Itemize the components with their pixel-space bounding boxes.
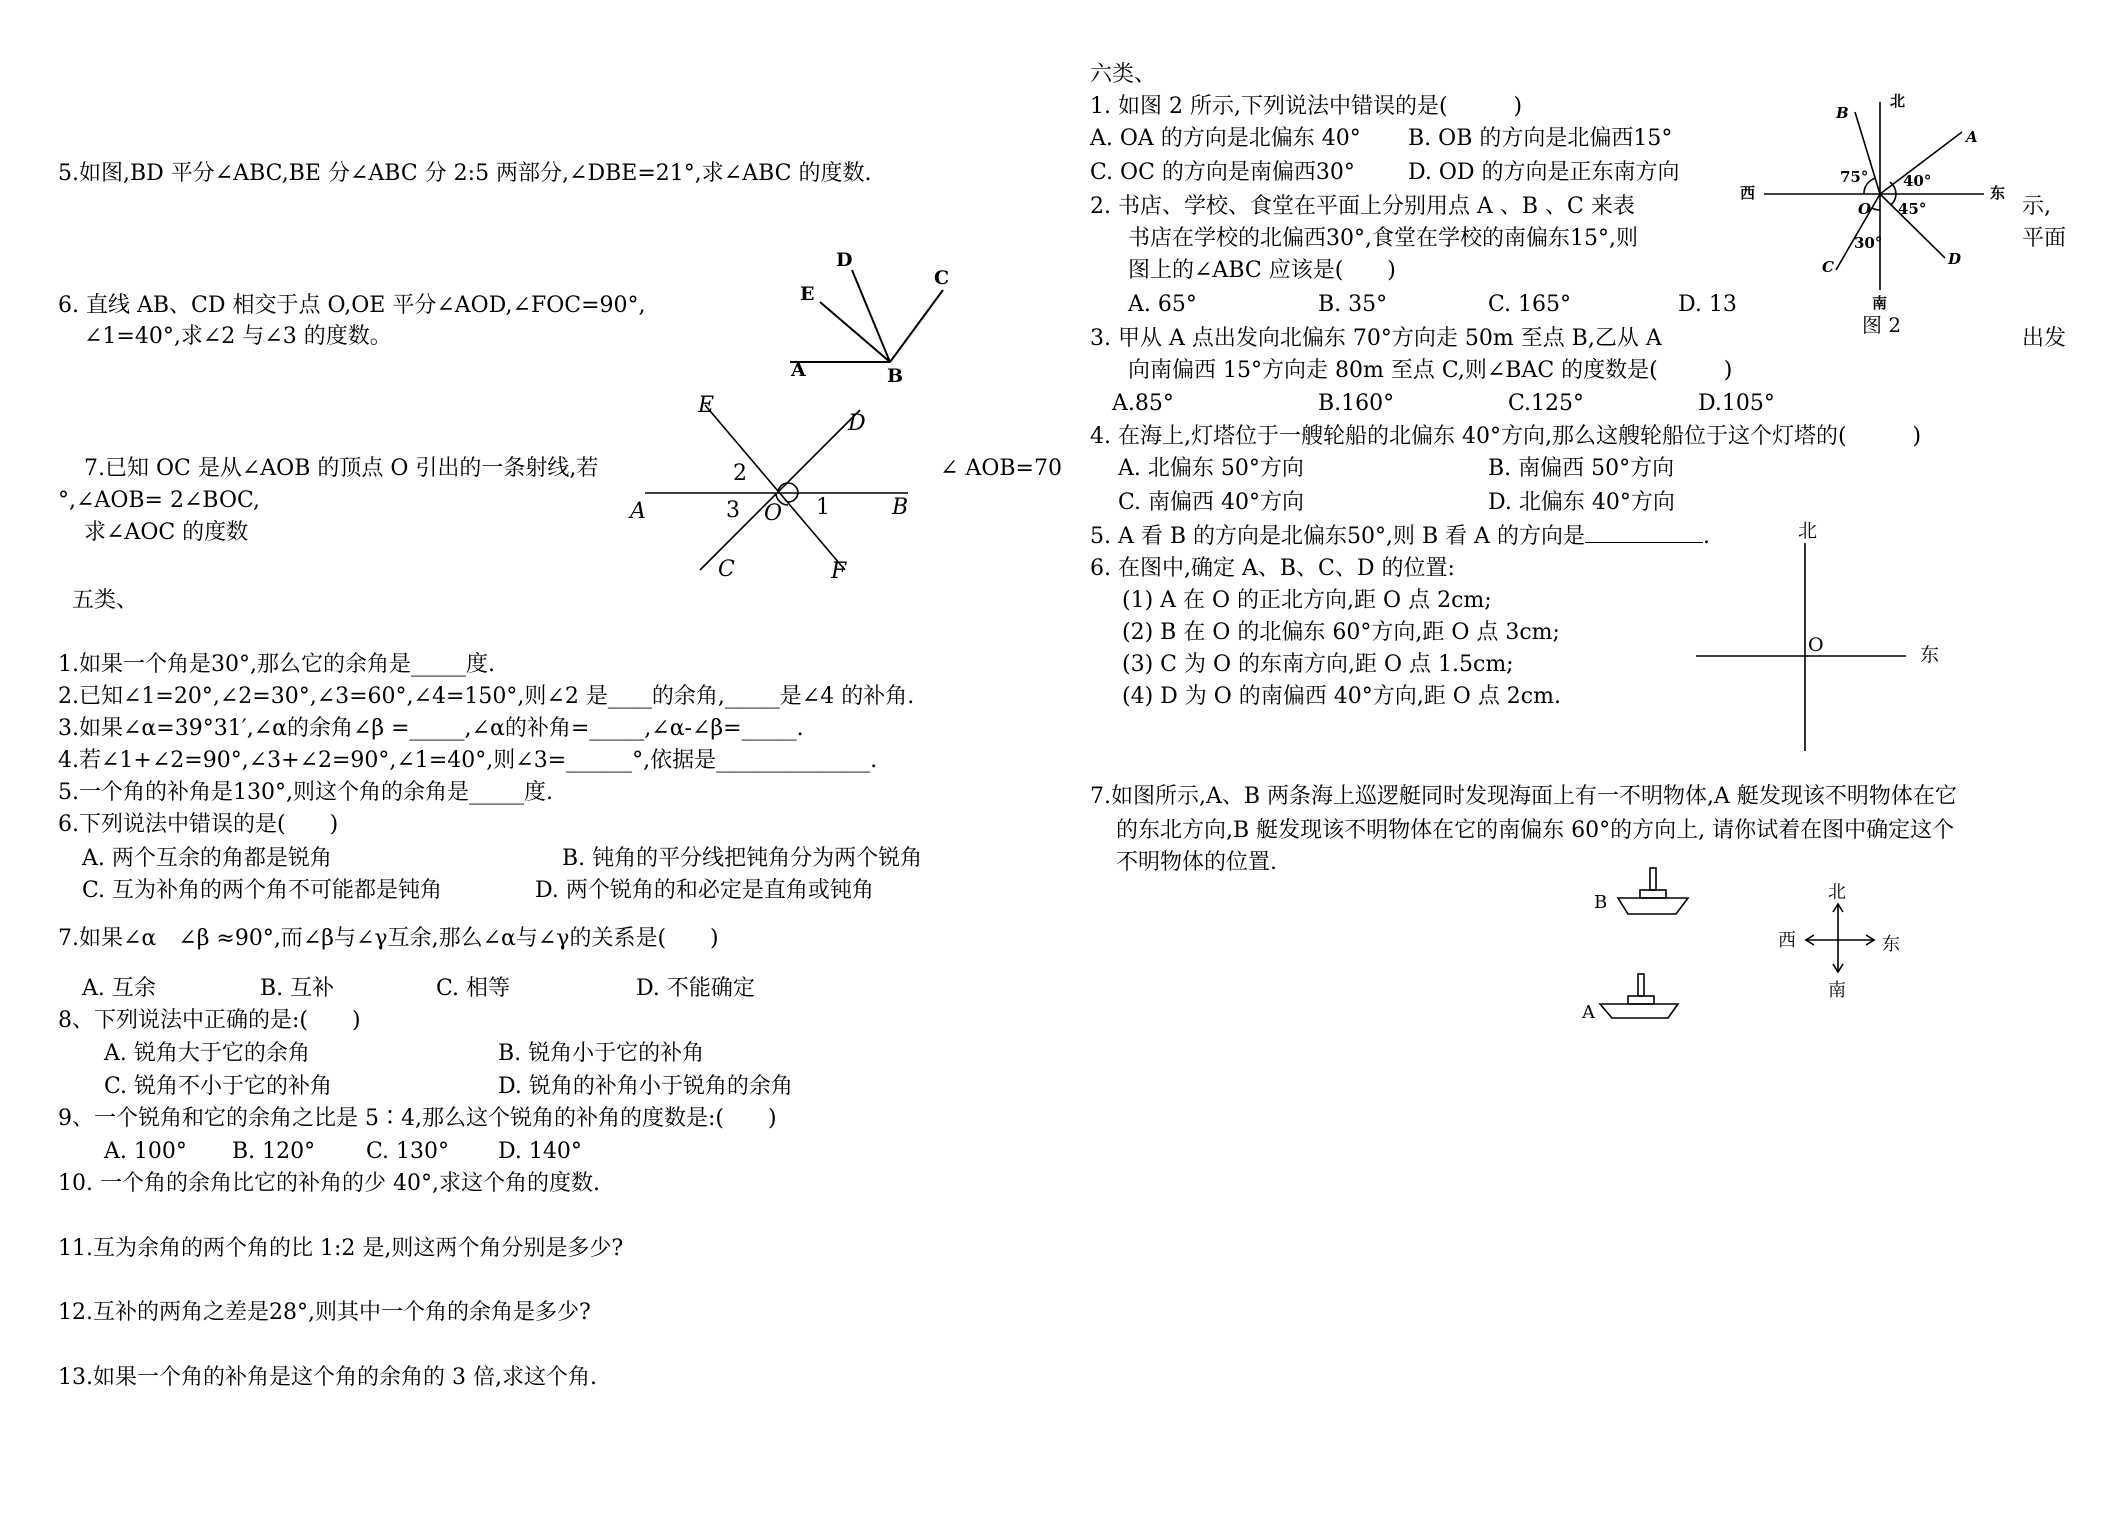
fig-label: B [887,365,904,387]
option: C. 130° [366,1139,450,1164]
fig-label: A [791,359,806,381]
fig-label: C [1822,258,1834,276]
fig-label: 45° [1898,200,1927,218]
r-q7-line: 的东北方向,B 艇发现该不明物体在它的南偏东 60°的方向上, 请你试着在图中确定这个 [1116,818,1955,843]
option: A. 北偏东 50°方向 [1118,456,1304,481]
s5-line: 3.如果∠α=39°31′,∠α的余角∠β =_____,∠α的补角=_____,∠α-∠β=_____. [58,716,804,741]
figure-2-caption: 图 2 [1862,313,1902,337]
s5-q8: 8、下列说法中正确的是:( ) [58,1008,361,1033]
s5-line: 5.一个角的补角是130°,则这个角的余角是_____度. [58,780,553,805]
compass-figure-2 [1740,90,2020,340]
r-q7-line: 不明物体的位置. [1116,850,1277,875]
option: B. OB 的方向是北偏西15° [1408,126,1673,151]
fig-label: D [848,411,866,436]
fig-label: 北 [1828,882,1846,903]
option: C. 互为补角的两个角不可能都是钝角 [82,878,443,903]
left-q7-line2: °,∠AOB= 2∠BOC, [58,488,261,513]
s5-line: 2.已知∠1=20°,∠2=30°,∠3=60°,∠4=150°,则∠2 是____的余角,_____是∠4 的补角. [58,684,915,709]
fig-label: 30° [1854,234,1883,252]
fig-label: 北 [1890,92,1906,110]
boat-b-mast [1650,868,1656,890]
r-q5-text: 5. A 看 B 的方向是北偏东50°,则 B 看 A 的方向是 [1090,524,1586,549]
left-q7-line1: 7.已知 OC 是从∠AOB 的顶点 O 引出的一条射线,若 [84,456,599,481]
s5-q12: 12.互补的两角之差是28°,则其中一个角的余角是多少? [58,1300,591,1325]
intersecting-lines-figure [630,390,930,590]
r-q3-line2: 向南偏西 15°方向走 80m 至点 C,则∠BAC 的度数是( ) [1128,358,1733,383]
fig-label: 南 [1872,294,1888,312]
r-q7-line: 7.如图所示,A、B 两条海上巡逻艇同时发现海面上有一不明物体,A 艇发现该不明物体在它 [1090,784,1957,809]
r-q6-line: (2) B 在 O 的北偏东 60°方向,距 O 点 3cm; [1122,620,1560,645]
option: A. 65° [1128,292,1197,317]
fig-label: D [836,249,853,271]
r-q6-line: (1) A 在 O 的正北方向,距 O 点 2cm; [1122,588,1492,613]
r-q6-line: 6. 在图中,确定 A、B、C、D 的位置: [1090,556,1455,581]
fig-label: 西 [1740,184,1756,202]
section5-title: 五类、 [72,588,139,613]
fig-label: 东 [1882,934,1900,955]
answer-blank[interactable] [1585,524,1703,543]
fig-label: 东 [1990,184,2006,202]
r-q5 [1090,524,1710,548]
boat-a-hull [1600,1004,1678,1018]
fig-label: 东 [1920,644,1940,666]
option: D. 140° [498,1139,582,1164]
option: C. 165° [1488,292,1572,317]
boat-b-hull [1618,898,1688,914]
option: D. OD 的方向是正东南方向 [1408,160,1680,185]
fig-label: A [630,499,646,524]
option: C. 南偏西 40°方向 [1118,490,1305,515]
r-q3-line1: 3. 甲从 A 点出发向北偏东 70°方向走 50m 至点 B,乙从 A [1090,326,1662,351]
s5-q7: 7.如果∠α ∠β ≈90°,而∠β与∠γ互余,那么∠α与∠γ的关系是( ) [58,926,719,951]
option: A.85° [1112,391,1174,416]
option: B.160° [1318,391,1395,416]
coordinate-cross-figure [1690,515,1960,755]
fig-label: F [831,559,847,584]
option: A. 互余 [82,976,156,1001]
option: D. 北偏东 40°方向 [1488,490,1675,515]
fig-label: C [934,267,950,289]
r-q1: 1. 如图 2 所示,下列说法中错误的是( ) [1090,94,1523,119]
fig-label: D [1948,250,1962,268]
r-q2-line2-tail: 平面 [2022,226,2067,251]
option: B. 互补 [260,976,335,1001]
s5-q11: 11.互为余角的两个角的比 1:2 是,则这两个角分别是多少? [58,1236,624,1261]
fig-label: O [1808,634,1824,656]
option: A. 锐角大于它的余角 [104,1041,310,1066]
r-q2-line3: 图上的∠ABC 应该是( ) [1128,258,1396,283]
left-q5: 5.如图,BD 平分∠ABC,BE 分∠ABC 分 2:5 两部分,∠DBE=21°,求∠ABC 的度数. [58,161,872,186]
option: D. 两个锐角的和必定是直角或钝角 [535,878,874,903]
option: A. 100° [104,1139,187,1164]
fig-label: 40° [1903,172,1932,190]
option: D. 不能确定 [636,976,755,1001]
fig-label: 3 [726,498,740,523]
option: D.105° [1698,391,1775,416]
option: D. 13 [1678,292,1737,317]
r-q2-line2: 书店在学校的北偏西30°,食堂在学校的南偏东15°,则 [1128,226,1638,251]
fig-label: 南 [1828,980,1846,1001]
fig-label: E [800,283,815,305]
s5-line: 4.若∠1+∠2=90°,∠3+∠2=90°,∠1=40°,则∠3=______°,依据是______________. [58,748,878,773]
boats-figure [1570,862,1930,1032]
r-q6-line: (4) D 为 O 的南偏西 40°方向,距 O 点 2cm. [1122,684,1561,709]
r-q4: 4. 在海上,灯塔位于一艘轮船的北偏东 40°方向,那么这艘轮船位于这个灯塔的( ) [1090,424,1922,449]
option: B. 35° [1318,292,1388,317]
option: B. 钝角的平分线把钝角分为两个锐角 [562,846,923,871]
fig-label: B [1594,892,1608,913]
option: B. 锐角小于它的补角 [498,1041,705,1066]
option: A. 两个互余的角都是锐角 [82,846,332,871]
left-q7-line1-tail: ∠ AOB=70 [940,456,1062,481]
s5-line: 1.如果一个角是30°,那么它的余角是_____度. [58,652,495,677]
fig-label: 2 [733,461,747,486]
fig-label: C [718,557,735,582]
fig-label: 西 [1778,930,1796,951]
s5-q13: 13.如果一个角的补角是这个角的余角的 3 倍,求这个角. [58,1365,597,1390]
option: B. 120° [232,1139,316,1164]
option: C. OC 的方向是南偏西30° [1090,160,1355,185]
r-q5-end: . [1703,524,1711,549]
section6-title: 六类、 [1090,62,1157,87]
r-q2-line1-tail: 示, [2022,194,2051,219]
left-q6-line2: ∠1=40°,求∠2 与∠3 的度数。 [84,324,392,349]
option: C.125° [1508,391,1585,416]
option: C. 相等 [436,976,511,1001]
fig-label: 1 [816,495,830,520]
fig-label: B [1836,104,1849,122]
r-q3-line1-tail: 出发 [2022,326,2067,351]
r-q2-line1: 2. 书店、学校、食堂在平面上分别用点 A 、B 、C 来表 [1090,194,1635,219]
left-q7-line3: 求∠AOC 的度数 [84,520,249,545]
fig-label: A [1966,128,1978,146]
s5-q10: 10. 一个角的余角比它的补角的少 40°,求这个角的度数. [58,1171,600,1196]
option: A. OA 的方向是北偏东 40° [1090,126,1361,151]
option: C. 锐角不小于它的补角 [104,1074,333,1099]
fig-label: 75° [1840,168,1869,186]
option: D. 锐角的补角小于锐角的余角 [498,1074,793,1099]
s5-q9: 9、一个锐角和它的余角之比是 5∶4,那么这个锐角的补角的度数是:( ) [58,1106,777,1131]
fig-label: A [1582,1002,1595,1023]
fig-label: 北 [1798,520,1818,542]
s5-line: 6.下列说法中错误的是( ) [58,812,339,837]
boat-a-mast [1638,974,1644,996]
fig-label: E [698,393,715,418]
fig-label: O [764,501,783,526]
fig-label: O [1858,200,1872,218]
left-q6-line1: 6. 直线 AB、CD 相交于点 O,OE 平分∠AOD,∠FOC=90°, [58,293,646,318]
fig-label: B [892,495,909,520]
r-q6-line: (3) C 为 O 的东南方向,距 O 点 1.5cm; [1122,652,1514,677]
option: B. 南偏西 50°方向 [1488,456,1675,481]
angle-rays-figure [780,250,980,390]
